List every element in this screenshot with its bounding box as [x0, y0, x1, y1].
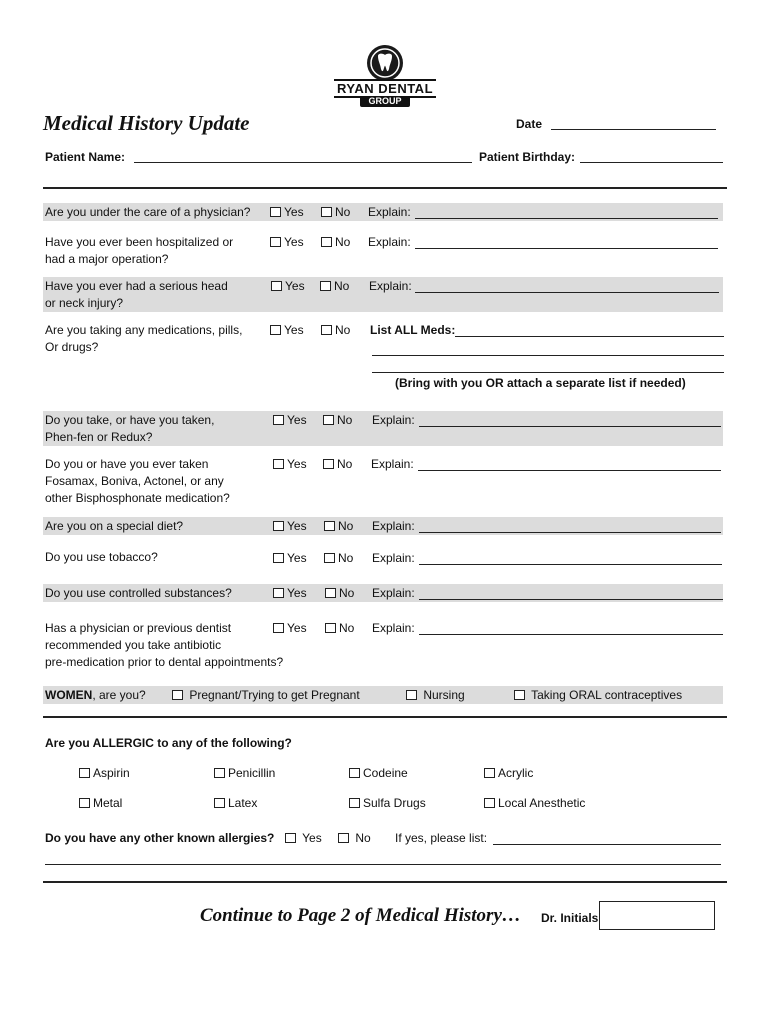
explain-label: Explain: [372, 519, 415, 533]
divider [43, 716, 727, 718]
if-yes-label: If yes, please list: [395, 831, 488, 845]
checkbox-icon[interactable] [484, 768, 495, 778]
yes-option[interactable]: Yes [273, 412, 307, 429]
checkbox-icon[interactable] [79, 798, 90, 808]
checkbox-icon[interactable] [323, 415, 334, 425]
checkbox-icon[interactable] [325, 588, 336, 598]
explain-field[interactable] [419, 599, 723, 600]
yes-option[interactable]: Yes [273, 456, 307, 473]
nursing-option[interactable]: Nursing [406, 687, 465, 704]
no-option[interactable]: No [320, 278, 349, 295]
checkbox-icon[interactable] [172, 690, 183, 700]
checkbox-icon[interactable] [349, 798, 360, 808]
yes-option[interactable]: Yes [270, 234, 304, 251]
meds-field[interactable] [455, 336, 724, 337]
question-text: Do you use tobacco? [45, 550, 158, 564]
question-text: Are you taking any medications, pills, Or drugs? [45, 323, 243, 354]
checkbox-icon[interactable] [349, 768, 360, 778]
meds-field[interactable] [372, 372, 724, 373]
yes-option[interactable]: Yes [285, 830, 322, 847]
no-option[interactable]: No [325, 585, 354, 602]
explain-field[interactable] [415, 248, 718, 249]
checkbox-icon[interactable] [273, 521, 284, 531]
yes-option[interactable]: Yes [273, 620, 307, 637]
checkbox-icon[interactable] [214, 768, 225, 778]
pregnant-option[interactable]: Pregnant/Trying to get Pregnant [172, 687, 360, 704]
checkbox-icon[interactable] [79, 768, 90, 778]
allergy-acrylic[interactable]: Acrylic [484, 765, 533, 782]
no-option[interactable]: No [325, 620, 354, 637]
yes-option[interactable]: Yes [271, 278, 305, 295]
oral-contraceptives-option[interactable]: Taking ORAL contraceptives [514, 687, 682, 704]
checkbox-icon[interactable] [338, 833, 349, 843]
initials-label: Dr. Initials [541, 911, 599, 925]
checkbox-icon[interactable] [273, 553, 284, 563]
no-option[interactable]: No [324, 518, 353, 535]
checkbox-icon[interactable] [323, 459, 334, 469]
allergy-metal[interactable]: Metal [79, 795, 122, 812]
explain-field[interactable] [415, 292, 719, 293]
checkbox-icon[interactable] [406, 690, 417, 700]
other-allergies-field[interactable] [45, 864, 721, 865]
explain-label: Explain: [372, 586, 415, 600]
explain-field[interactable] [415, 218, 718, 219]
yes-option[interactable]: Yes [270, 204, 304, 221]
patient-birthday-field[interactable] [580, 162, 723, 163]
explain-label: Explain: [369, 279, 412, 293]
explain-label: Explain: [371, 457, 414, 471]
question-text: Do you use controlled substances? [45, 586, 232, 600]
initials-box[interactable] [599, 901, 715, 930]
checkbox-icon[interactable] [214, 798, 225, 808]
allergy-latex[interactable]: Latex [214, 795, 257, 812]
checkbox-icon[interactable] [270, 325, 281, 335]
checkbox-icon[interactable] [321, 325, 332, 335]
checkbox-icon[interactable] [273, 415, 284, 425]
yes-option[interactable]: Yes [273, 518, 307, 535]
yes-option[interactable]: Yes [273, 585, 307, 602]
no-option[interactable]: No [324, 550, 353, 567]
question-text: Have you ever had a serious head or neck injury? [45, 279, 228, 310]
patient-name-label: Patient Name: [45, 150, 126, 164]
patient-name-field[interactable] [134, 162, 472, 163]
explain-label: Explain: [372, 621, 415, 635]
question-text: Do you or have you ever taken Fosamax, Boniva, Actonel, or any other Bisphosphonate medication? [45, 457, 230, 505]
no-option[interactable]: No [321, 234, 350, 251]
checkbox-icon[interactable] [324, 553, 335, 563]
allergy-local-anesthetic[interactable]: Local Anesthetic [484, 795, 585, 812]
question-text: Has a physician or previous dentist recommended you take antibiotic pre-medication prior to dental appointments? [45, 621, 284, 669]
question-text: Have you ever been hospitalized or had a major operation? [45, 235, 234, 266]
no-option[interactable]: No [338, 830, 371, 847]
allergy-aspirin[interactable]: Aspirin [79, 765, 130, 782]
logo-subtitle: GROUP [360, 96, 410, 107]
no-option[interactable]: No [321, 322, 350, 339]
checkbox-icon[interactable] [270, 237, 281, 247]
meds-field[interactable] [372, 355, 724, 356]
women-label: WOMEN, are you? [45, 688, 146, 702]
explain-label: Explain: [372, 413, 415, 427]
other-allergies-field[interactable] [493, 844, 721, 845]
question-text: Are you on a special diet? [45, 519, 184, 533]
checkbox-icon[interactable] [514, 690, 525, 700]
yes-option[interactable]: Yes [273, 550, 307, 567]
question-text: Are you under the care of a physician? [45, 205, 251, 219]
checkbox-icon[interactable] [484, 798, 495, 808]
logo-title: RYAN DENTAL [334, 79, 436, 98]
other-allergies-question: Do you have any other known allergies? [45, 831, 275, 845]
explain-label: Explain: [368, 205, 411, 219]
yes-option[interactable]: Yes [270, 322, 304, 339]
allergy-codeine[interactable]: Codeine [349, 765, 408, 782]
divider [43, 187, 727, 189]
checkbox-icon[interactable] [320, 281, 331, 291]
meds-note: (Bring with you OR attach a separate list if needed) [395, 376, 686, 390]
explain-field[interactable] [418, 470, 721, 471]
checkbox-icon[interactable] [324, 521, 335, 531]
checkbox-icon[interactable] [321, 207, 332, 217]
checkbox-icon[interactable] [273, 459, 284, 469]
no-option[interactable]: No [321, 204, 350, 221]
checkbox-icon[interactable] [321, 237, 332, 247]
question-text: Do you take, or have you taken, Phen-fen or Redux? [45, 413, 215, 444]
allergy-heading: Are you ALLERGIC to any of the following? [45, 736, 292, 750]
explain-field[interactable] [419, 532, 721, 533]
date-field[interactable] [551, 129, 716, 130]
checkbox-icon[interactable] [273, 623, 284, 633]
divider [43, 881, 727, 883]
checkbox-icon[interactable] [271, 281, 282, 291]
checkbox-icon[interactable] [325, 623, 336, 633]
explain-label: Explain: [368, 235, 411, 249]
explain-field[interactable] [419, 634, 723, 635]
no-option[interactable]: No [323, 456, 352, 473]
explain-field[interactable] [419, 564, 722, 565]
explain-label: Explain: [372, 551, 415, 565]
checkbox-icon[interactable] [270, 207, 281, 217]
explain-field[interactable] [419, 426, 721, 427]
continue-text: Continue to Page 2 of Medical History… [200, 905, 521, 926]
date-label: Date [516, 117, 543, 131]
patient-birthday-label: Patient Birthday: [479, 150, 576, 164]
meds-label: List ALL Meds: [370, 323, 456, 337]
form-title: Medical History Update [43, 111, 250, 135]
checkbox-icon[interactable] [273, 588, 284, 598]
allergy-sulfa-drugs[interactable]: Sulfa Drugs [349, 795, 426, 812]
tooth-logo-icon [366, 44, 404, 82]
no-option[interactable]: No [323, 412, 352, 429]
allergy-penicillin[interactable]: Penicillin [214, 765, 275, 782]
checkbox-icon[interactable] [285, 833, 296, 843]
